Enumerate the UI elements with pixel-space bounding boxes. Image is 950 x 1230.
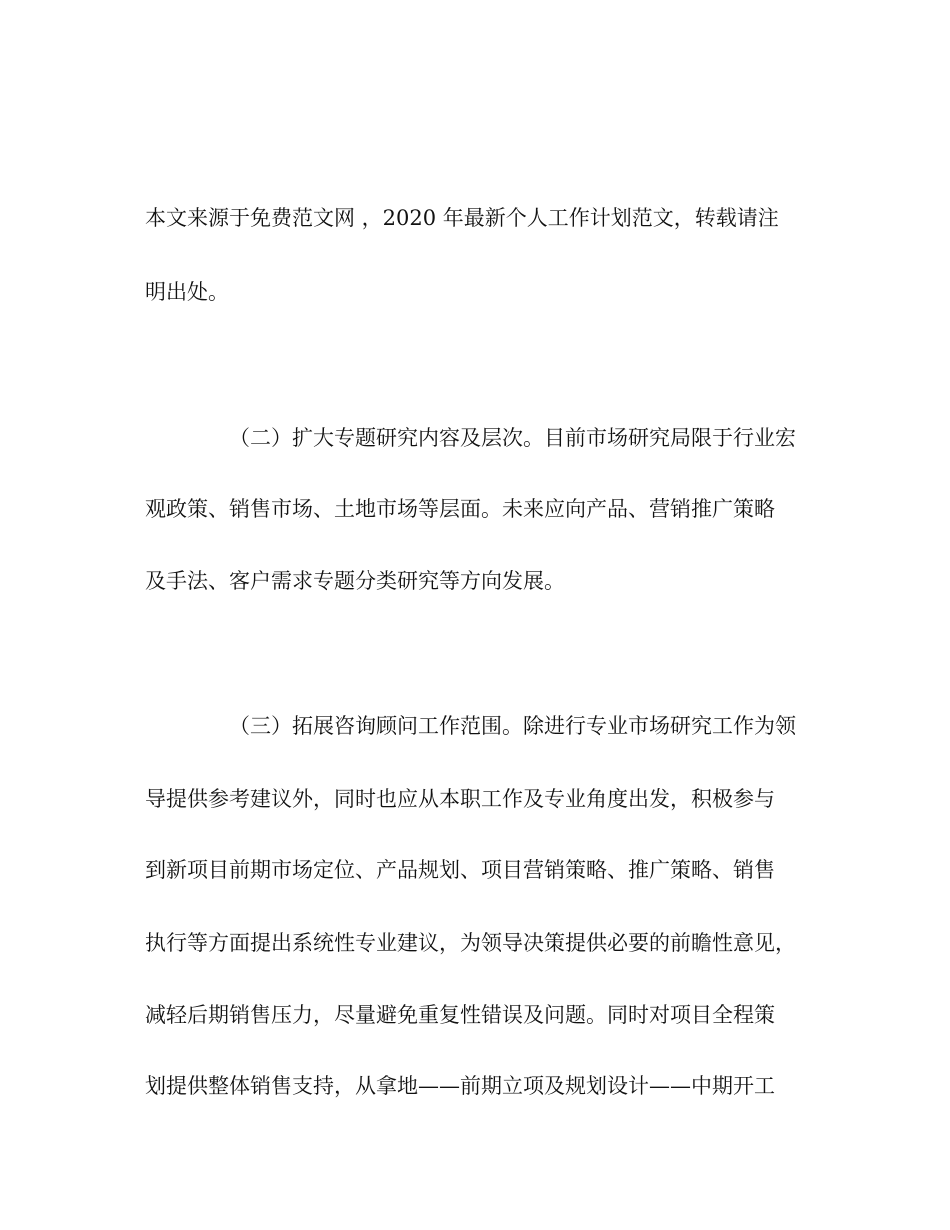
text-line: （三）拓展咨询顾问工作范围。除进行专业市场研究工作为领 [229,714,796,738]
text-line: 划提供整体销售支持，从拿地——前期立项及规划设计——中期开工 [145,1074,775,1098]
text-line: 本文来源于免费范文网 ，2020 年最新个人工作计划范文，转载请注 [145,206,779,230]
text-line: 执行等方面提出系统性专业建议，为领导决策提供必要的前瞻性意见， [145,931,796,955]
text-line: 及手法、客户需求专题分类研究等方向发展。 [145,569,565,593]
text-line: 到新项目前期市场定位、产品规划、项目营销策略、推广策略、销售 [145,858,775,882]
text-line: （二）扩大专题研究内容及层次。目前市场研究局限于行业宏 [229,426,796,450]
text-line: 观政策、销售市场、土地市场等层面。未来应向产品、营销推广策略 [145,497,775,521]
text-line: 减轻后期销售压力，尽量避免重复性错误及问题。同时对项目全程策 [145,1003,775,1027]
text-line: 明出处。 [145,280,229,304]
text-line: 导提供参考建议外，同时也应从本职工作及专业角度出发，积极参与 [145,787,775,811]
